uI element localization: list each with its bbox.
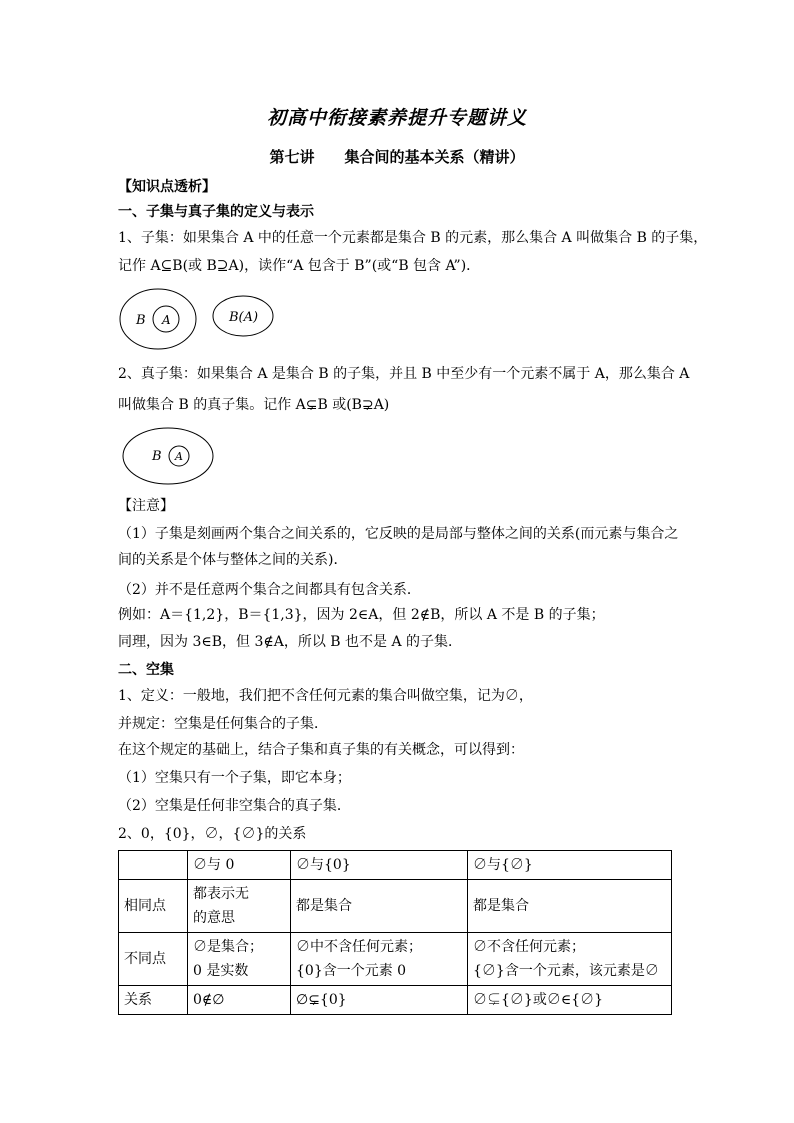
table-cell (468, 933, 672, 986)
relation-heading: 2、0，{0}，∅，{∅}的关系 (118, 826, 307, 842)
set-a-label: A (175, 450, 183, 463)
empty-set-def-line1: 1、定义：一般地，我们把不含任何元素的集合叫做空集，记为∅， (118, 688, 533, 704)
note-heading: 【注意】 (118, 498, 174, 514)
row-label: 不同点 (119, 933, 188, 986)
subset-definition-line2: 记作 A⊆B(或 B⊇A)，读作“A 包含于 B”(或“B 包含 A”)． (118, 258, 481, 274)
lecture-name: 集合间的基本关系（精讲） (344, 148, 525, 166)
row-label: 关系 (119, 986, 188, 1015)
empty-set-def-line2: 并规定：空集是任何集合的子集． (118, 716, 328, 732)
empty-set-point1: （1）空集只有一个子集，即它本身； (118, 770, 351, 786)
lecture-title (0, 146, 794, 167)
note-similarly: 同理，因为 3∈B，但 3∉A，所以 B 也不是 A 的子集． (118, 634, 463, 650)
subset-definition-line1: 1、子集：如果集合 A 中的任意一个元素都是集合 B 的元素，那么集合 A 叫做集合 B 的子集， (118, 230, 708, 246)
cell-line: {∅}含一个元素，该元素是∅ (473, 963, 659, 979)
table-cell (468, 986, 672, 1015)
table-header-row (119, 851, 672, 880)
proper-subset-line1: 2、真子集：如果集合 A 是集合 B 的子集，并且 B 中至少有一个元素不属于 A，那么集合 A (118, 366, 690, 382)
table-row (119, 933, 672, 986)
set-b-ellipse (120, 289, 196, 349)
equal-set-label: B(A) (229, 310, 259, 325)
subset-venn-diagrams (118, 286, 298, 356)
set-b-label: B (136, 313, 146, 328)
proper-subset-venn-diagram (118, 425, 218, 489)
cell-line: ∅是集合； (193, 939, 263, 955)
cell-line: 都是集合 (296, 898, 352, 914)
page-title: 初高中衔接素养提升专题讲义 (266, 107, 527, 129)
set-b-label: B (152, 449, 162, 464)
cell-line: ∅⊊{∅}或∅∈{∅} (473, 992, 603, 1008)
cell-line: 0∉∅ (193, 992, 225, 1008)
table-row (119, 986, 672, 1015)
cell-line: 都表示无 (193, 886, 249, 902)
table-cell (188, 986, 291, 1015)
section-knowledge: 【知识点透析】 (118, 179, 216, 195)
set-a-label: A (162, 313, 171, 327)
cell-line: 都是集合 (473, 898, 529, 914)
cell-line: ∅中不含任何元素； (296, 939, 422, 955)
note1-line1: （1）子集是刻画两个集合之间关系的，它反映的是局部与整体之间的关系(而元素与集合之 (118, 526, 679, 542)
cell-line: {0}含一个元素 0 (296, 963, 407, 979)
empty-set-point2: （2）空集是任何非空集合的真子集． (118, 798, 351, 814)
table-row (119, 880, 672, 933)
table-header-cell: ∅与{∅} (468, 851, 672, 880)
table-header-cell (119, 851, 188, 880)
table-cell (291, 986, 468, 1015)
proper-subset-line2: 叫做集合 B 的真子集。记作 A⊊B 或(B⊋A) (118, 397, 390, 413)
set-b-ellipse (123, 428, 213, 484)
table-cell (468, 880, 672, 933)
row-label: 相同点 (119, 880, 188, 933)
part2-heading: 二、空集 (118, 662, 174, 678)
table-cell (188, 933, 291, 986)
cell-line: ∅不含任何元素； (473, 939, 585, 955)
note2: （2）并不是任意两个集合之间都具有包含关系． (118, 582, 421, 598)
cell-line: 的意思 (193, 910, 235, 926)
part1-heading: 一、子集与真子集的定义与表示 (118, 204, 314, 220)
empty-set-derive: 在这个规定的基础上，结合子集和真子集的有关概念，可以得到： (118, 742, 524, 758)
note1-line2: 间的关系是个体与整体之间的关系)． (118, 552, 348, 568)
table-header-cell: ∅与{0} (291, 851, 468, 880)
cell-line: ∅⊊{0} (296, 992, 347, 1008)
table-cell (291, 933, 468, 986)
table-header-cell: ∅与 0 (188, 851, 291, 880)
table-cell (291, 880, 468, 933)
cell-line: 0 是实数 (193, 963, 249, 979)
lecture-number: 第七讲 (269, 148, 315, 166)
relation-table (118, 850, 672, 1015)
table-cell (188, 880, 291, 933)
note-example: 例如：A＝{1,2}，B＝{1,3}，因为 2∈A，但 2∉B，所以 A 不是 B 的子集； (118, 607, 605, 623)
